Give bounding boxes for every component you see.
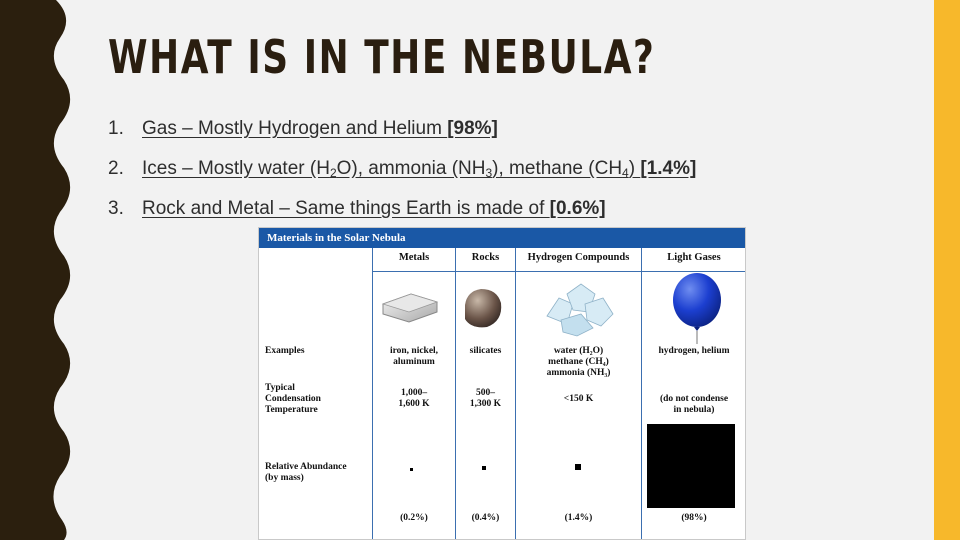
example-metals: iron, nickel, aluminum bbox=[389, 346, 439, 367]
ice-crystal-icon bbox=[541, 280, 619, 338]
bullet-percent: [0.6%] bbox=[549, 198, 606, 219]
row-label-abundance: Relative Abundance (by mass) bbox=[265, 462, 347, 483]
bullet-percent: [1.4%] bbox=[640, 158, 697, 179]
column-header-rocks: Rocks bbox=[471, 252, 500, 263]
example-hydrogen-compounds: water (H₂O) methane (CH₄) ammonia (NH₃) bbox=[546, 346, 611, 378]
bullet-percent: [98%] bbox=[447, 118, 498, 139]
example-rocks: silicates bbox=[469, 346, 502, 356]
right-accent-band bbox=[934, 0, 960, 540]
temperature-metals: 1,000– 1,600 K bbox=[398, 388, 430, 409]
column-header-metals: Metals bbox=[398, 252, 430, 263]
temperature-hydrogen-compounds: <150 K bbox=[563, 394, 594, 404]
left-decorative-band bbox=[0, 0, 72, 540]
row-label-condensation: Typical Condensation Temperature bbox=[265, 383, 321, 415]
abundance-marker-metals bbox=[410, 468, 413, 471]
abundance-hydrogen-compounds: (1.4%) bbox=[564, 513, 593, 523]
abundance-marker-hydrogen bbox=[575, 464, 581, 470]
bullet-item-rock-metal: 3. Rock and Metal – Same things Earth is made of [0.6%] bbox=[108, 198, 606, 219]
example-light-gases: hydrogen, helium bbox=[658, 346, 730, 356]
temperature-rocks: 500– 1,300 K bbox=[469, 388, 502, 409]
abundance-marker-light-gases bbox=[647, 424, 735, 508]
rock-icon bbox=[457, 283, 507, 333]
bullet-item-ices: 2. Ices – Mostly water $(H_2O)$, ammonia $(NH_3)$, methane $(CH_4)$ [1.4%] bbox=[108, 158, 697, 180]
abundance-light-gases: (98%) bbox=[681, 513, 707, 523]
figure-title: Materials in the Solar Nebula bbox=[259, 228, 745, 248]
solar-nebula-materials-figure bbox=[258, 227, 746, 540]
abundance-marker-rocks bbox=[482, 466, 486, 470]
column-header-hydrogen-compounds: Hydrogen Compounds bbox=[527, 252, 630, 263]
slide-title: WHAT IS IN THE NEBULA? bbox=[108, 30, 656, 84]
abundance-metals: (0.2%) bbox=[400, 513, 428, 523]
balloon-icon bbox=[667, 272, 727, 344]
abundance-rocks: (0.4%) bbox=[471, 513, 500, 523]
bullet-list bbox=[108, 118, 696, 238]
bullet-item-gas: 1. Gas – Mostly Hydrogen and Helium [98%] bbox=[108, 118, 498, 139]
column-header-light-gases: Light Gases bbox=[667, 252, 721, 263]
bullet-text: Rock and Metal – Same things Earth is made of bbox=[142, 198, 550, 219]
metal-bar-icon bbox=[379, 286, 441, 326]
bullet-text: Gas – Mostly Hydrogen and Helium bbox=[142, 118, 448, 139]
temperature-light-gases: (do not condense in nebula) bbox=[659, 394, 729, 415]
row-label-examples: Examples bbox=[265, 346, 305, 356]
